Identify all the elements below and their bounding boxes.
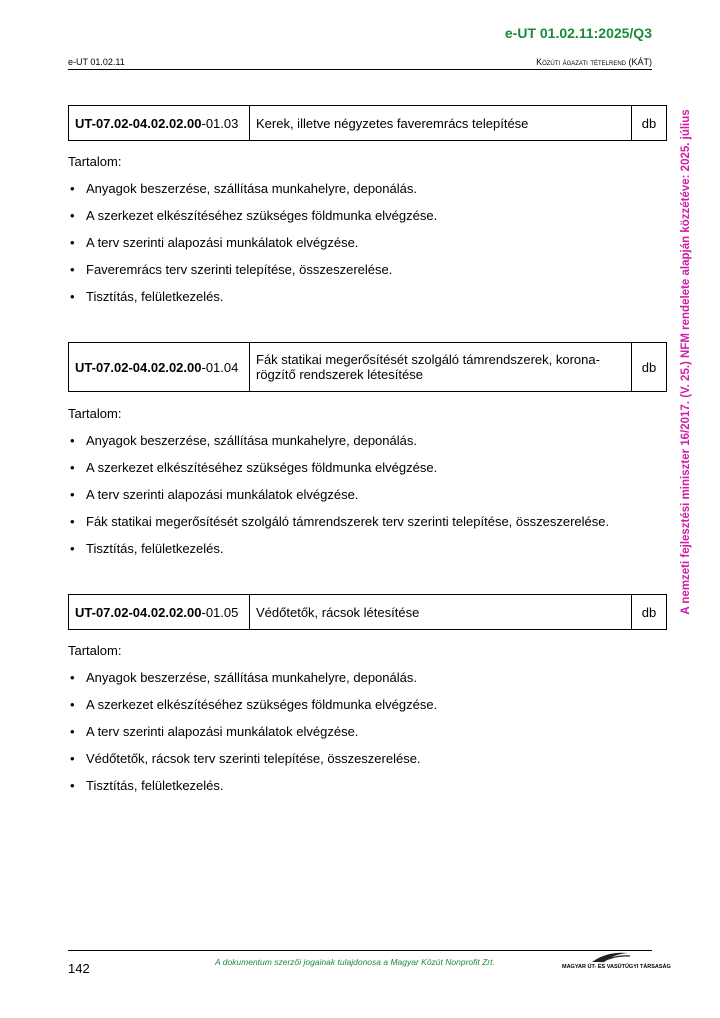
list-item: • Anyagok beszerzése, szállítása munkahelyre, deponálás. <box>70 181 417 196</box>
item-code: UT-07.02-04.02.02.00-01.05 <box>69 595 250 630</box>
content-list <box>68 433 609 568</box>
list-item: • A terv szerinti alapozási munkálatok elvégzése. <box>70 235 359 250</box>
content-list <box>68 181 437 316</box>
list-item: • Anyagok beszerzése, szállítása munkahelyre, deponálás. <box>70 670 417 685</box>
list-item: • A szerkezet elkészítéséhez szükséges földmunka elvégzése. <box>70 697 438 712</box>
running-header <box>68 57 652 70</box>
running-header-left: e-UT 01.02.11 <box>68 57 125 67</box>
list-item: • Védőtetők, rácsok terv szerinti telepítése, összeszerelése. <box>70 751 421 766</box>
item-code: UT-07.02-04.02.02.00-01.04 <box>69 343 250 392</box>
publication-side-note: A nemzeti fejlesztési miniszter 16/2017. (V. 25.) NFM rendelete alapján közzétéve: 2025. július <box>680 109 692 615</box>
item-table-01-04 <box>68 342 667 392</box>
list-item: • Anyagok beszerzése, szállítása munkahelyre, deponálás. <box>70 433 417 448</box>
list-item: • Faveremrács terv szerinti telepítése, összeszerelése. <box>70 262 393 277</box>
item-code: UT-07.02-04.02.02.00-01.03 <box>69 106 250 141</box>
list-item: • Fák statikai megerősítését szolgáló támrendszerek terv szerinti telepítése, összeszerelése. <box>70 514 610 529</box>
list-item: • Tisztítás, felületkezelés. <box>70 778 224 793</box>
item-title: Fák statikai megerősítését szolgáló támrendszerek, korona- rögzítő rendszerek létesítése <box>250 343 632 392</box>
logo-text: MAGYAR ÚT- ÉS VASÚTÜGYI TÁRSASÁG <box>562 964 671 970</box>
content-label: Tartalom: <box>68 154 122 169</box>
society-logo <box>562 950 671 972</box>
item-unit: db <box>632 595 667 630</box>
item-table-01-05 <box>68 594 667 630</box>
document-code: e-UT 01.02.11:2025/Q3 <box>504 25 652 41</box>
list-item: • Tisztítás, felületkezelés. <box>70 541 224 556</box>
list-item: • A szerkezet elkészítéséhez szükséges földmunka elvégzése. <box>70 460 438 475</box>
item-title: Kerek, illetve négyzetes faveremrács telepítése <box>250 106 632 141</box>
list-item: • A terv szerinti alapozási munkálatok elvégzése. <box>70 724 359 739</box>
item-title: Védőtetők, rácsok létesítése <box>250 595 632 630</box>
list-item: • A szerkezet elkészítéséhez szükséges földmunka elvégzése. <box>70 208 438 223</box>
item-unit: db <box>632 343 667 392</box>
road-swoosh-icon <box>562 950 656 964</box>
list-item: • Tisztítás, felületkezelés. <box>70 289 224 304</box>
content-label: Tartalom: <box>68 643 122 658</box>
page-number: 142 <box>68 961 90 976</box>
content-label: Tartalom: <box>68 406 122 421</box>
list-item: • A terv szerinti alapozási munkálatok elvégzése. <box>70 487 359 502</box>
running-header-right: Közúti ágazati tételrend (KÁT) <box>536 57 652 67</box>
item-table-01-03 <box>68 105 667 141</box>
item-unit: db <box>632 106 667 141</box>
content-list <box>68 670 437 805</box>
copyright-notice: A dokumentum szerzői jogainak tulajdonosa a Magyar Közút Nonprofit Zrt. <box>215 957 495 967</box>
